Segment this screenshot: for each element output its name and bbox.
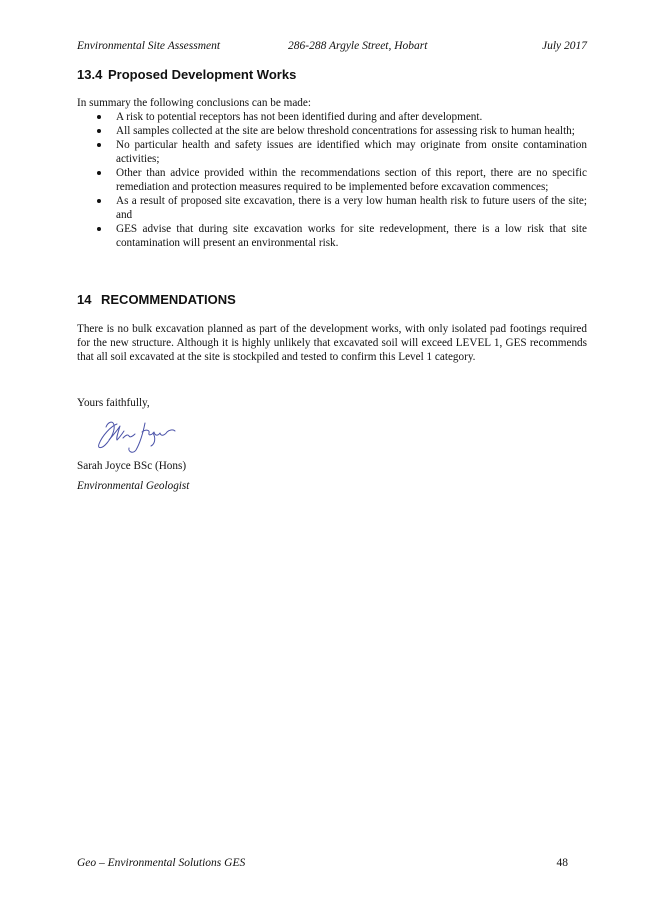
list-item-text: A risk to potential receptors has not been identified during and after development. <box>116 111 483 123</box>
bullet-icon <box>97 115 101 119</box>
bullet-icon <box>97 143 101 147</box>
footer-company: Geo – Environmental Solutions GES <box>77 857 246 869</box>
header-address: 286-288 Argyle Street, Hobart <box>288 40 428 52</box>
header-report-title: Environmental Site Assessment <box>77 40 221 52</box>
signer-name: Sarah Joyce BSc (Hons) <box>77 460 187 472</box>
closing-salutation: Yours faithfully, <box>77 397 150 409</box>
list-item <box>77 110 587 124</box>
list-item-text: GES advise that during site excavation works for site redevelopment, there is a low risk that site contamination will present an environmental risk. <box>116 223 587 249</box>
section-14-heading <box>77 292 236 308</box>
page-number: 48 <box>556 857 568 869</box>
list-item <box>77 138 587 166</box>
list-item <box>77 222 587 250</box>
bullet-icon <box>97 171 101 175</box>
page-header <box>77 38 587 54</box>
list-item <box>77 124 587 138</box>
list-item-text: All samples collected at the site are below threshold concentrations for assessing risk to human health; <box>116 125 575 137</box>
list-item-text: No particular health and safety issues are identified which may originate from onsite contamination activities; <box>116 139 587 165</box>
list-item-text: Other than advice provided within the recommendations section of this report, there are no specific remediation and protection measures required to be implemented before excavation commences; <box>116 167 587 193</box>
recommendations-paragraph: There is no bulk excavation planned as part of the development works, with only isolated pad footings required for the new structure. Although it is highly unlikely that excavated soil will exceed LEVEL 1, GES recommends that all soil excavated at the site is stockpiled and tested to confirm this Level 1 category. <box>77 323 587 363</box>
bullet-icon <box>97 129 101 133</box>
section-title: RECOMMENDATIONS <box>101 292 236 307</box>
page-footer <box>77 855 568 871</box>
bullet-icon <box>97 227 101 231</box>
section-title: Proposed Development Works <box>108 67 297 82</box>
summary-intro: In summary the following conclusions can be made: <box>77 97 311 109</box>
bullet-icon <box>97 199 101 203</box>
list-item <box>77 166 587 194</box>
conclusions-list <box>77 110 587 250</box>
signature-image <box>93 416 189 456</box>
section-13-4-heading <box>77 67 296 83</box>
section-number: 14 <box>77 292 92 307</box>
section-number: 13.4 <box>77 67 103 82</box>
header-date: July 2017 <box>541 40 587 52</box>
signer-title: Environmental Geologist <box>77 480 190 492</box>
list-item-text: As a result of proposed site excavation, there is a very low human health risk to future users of the site; and <box>116 195 587 221</box>
list-item <box>77 194 587 222</box>
